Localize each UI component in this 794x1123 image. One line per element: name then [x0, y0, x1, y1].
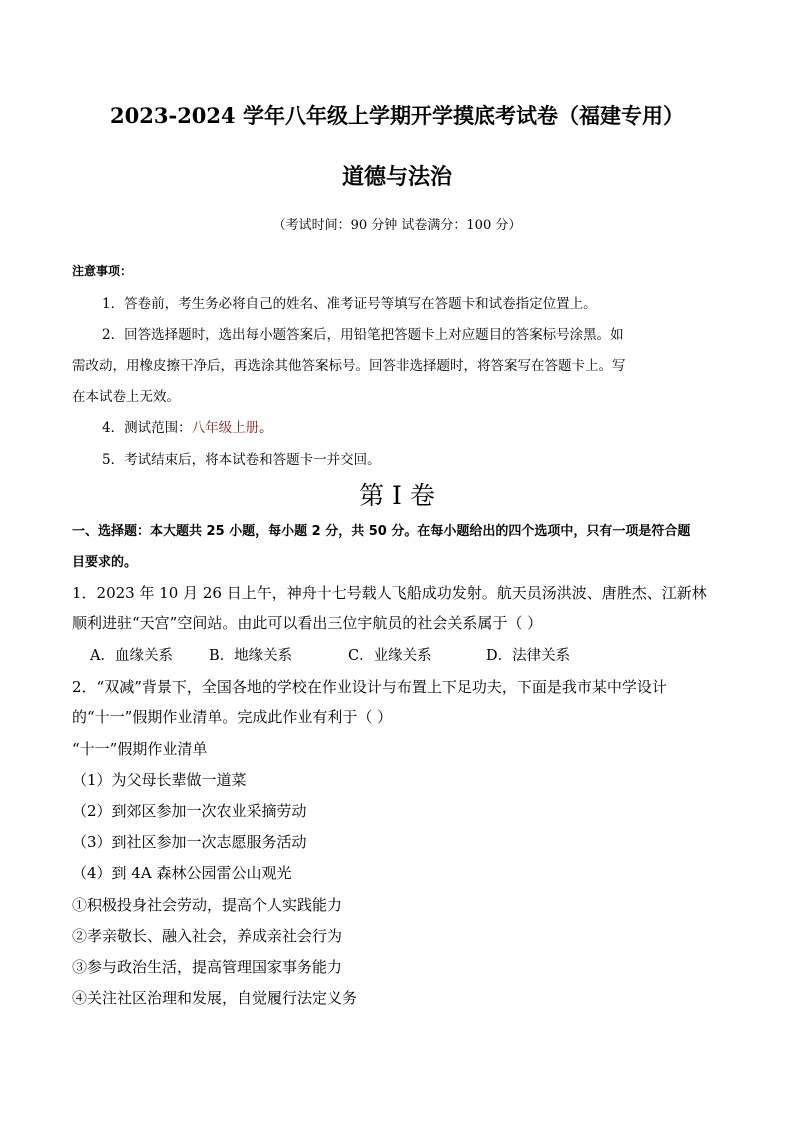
q2-list-item-2: （2）到郊区参加一次农业采摘劳动	[72, 802, 307, 820]
subject-title: 道德与法治	[341, 164, 452, 190]
q2-list-title: “十一”假期作业清单	[72, 740, 208, 758]
notice-item-5: 5．考试结束后，将本试卷和答题卡一并交回。	[102, 452, 381, 468]
volume-title: 第 I 卷	[359, 481, 435, 510]
section-1-line-1: 一、选择题：本大题共 25 小题，每小题 2 分，共 50 分。在每小题给出的四个选项中，只有一项是符合题	[72, 524, 691, 539]
notice-item-2-line-3: 在本试卷上无效。	[72, 389, 180, 405]
notice-item-2-line-2: 需改动，用橡皮擦干净后，再选涂其他答案标号。回答非选择题时，将答案写在答题卡上。写	[72, 358, 626, 374]
test-range: 八年级上册	[191, 420, 260, 436]
q1-option-a: A．血缘关系	[90, 648, 173, 664]
notice-heading: 注意事项：	[72, 264, 133, 278]
q2-statement-2: ②孝亲敬长、融入社会，养成亲社会行为	[72, 927, 343, 945]
notice-item-4-suffix: 。	[259, 420, 273, 436]
exam-info: （考试时间：90 分钟 试卷满分：100 分）	[272, 218, 522, 233]
q1-option-b: B．地缘关系	[209, 648, 293, 664]
q2-line-1: 2．“双减”背景下，全国各地的学校在作业设计与布置上下足功夫，下面是我市某中学设计	[72, 678, 667, 696]
notice-item-4-prefix: 4．测试范围：	[102, 420, 192, 436]
q2-list-item-1: （1）为父母长辈做一道菜	[72, 771, 247, 789]
q2-statement-1: ①积极投身社会劳动，提高个人实践能力	[72, 896, 343, 914]
section-1-line-2: 目要求的。	[72, 555, 138, 570]
notice-item-4	[102, 416, 273, 436]
q1-option-d: D．法律关系	[486, 648, 571, 664]
q2-statement-3: ③参与政治生活，提高管理国家事务能力	[72, 958, 343, 976]
q1-line-2: 顺利进驻“天宫”空间站。由此可以看出三位宇航员的社会关系属于（ ）	[72, 614, 543, 632]
q2-statement-4: ④关注社区治理和发展，自觉履行法定义务	[72, 989, 358, 1007]
q1-option-c: C．业缘关系	[348, 648, 432, 664]
q2-line-2: 的“十一”假期作业清单。完成此作业有利于（ ）	[72, 708, 393, 726]
q2-list-item-3: （3）到社区参加一次志愿服务活动	[72, 833, 307, 851]
exam-title: 2023-2024 学年八年级上学期开学摸底考试卷（福建专用）	[110, 103, 684, 128]
q1-line-1: 1．2023 年 10 月 26 日上午，神舟十七号载人飞船成功发射。航天员汤洪波、唐胜杰、江新林	[72, 584, 707, 602]
notice-item-2-line-1: 2．回答选择题时，选出每小题答案后，用铅笔把答题卡上对应题目的答案标号涂黑。如	[102, 327, 624, 343]
q2-list-item-4: （4）到 4A 森林公园雷公山观光	[72, 864, 292, 882]
notice-item-1: 1．答卷前，考生务必将自己的姓名、准考证号等填写在答题卡和试卷指定位置上。	[102, 296, 597, 312]
